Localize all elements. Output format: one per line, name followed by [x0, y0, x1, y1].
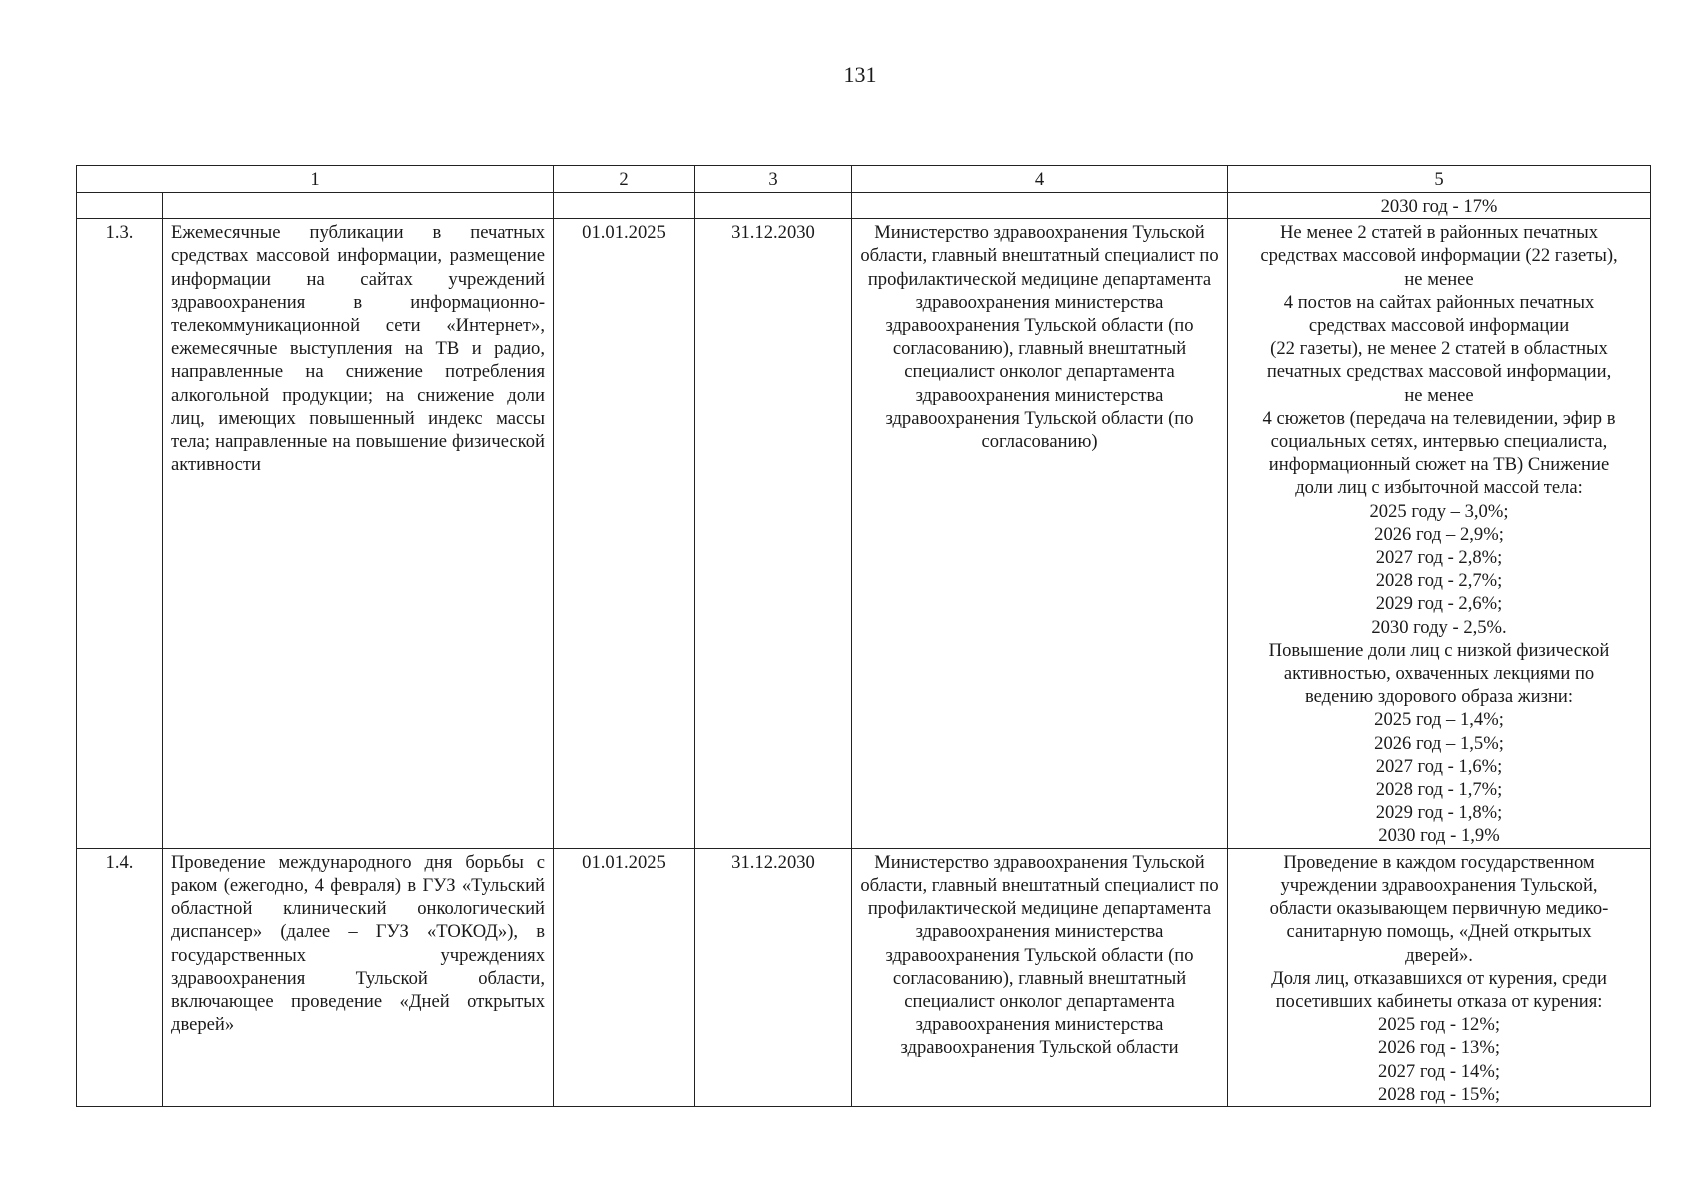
continuation-num-cell: [77, 193, 163, 219]
result-line: санитарную помощь, «Дней открытых: [1286, 921, 1592, 943]
result-line: 2026 год – 1,5%;: [1374, 732, 1504, 754]
result-line: средствах массовой информации (22 газеты),: [1260, 245, 1618, 267]
result-line: печатных средствах массовой информации,: [1266, 361, 1612, 383]
result-line: 2029 год - 2,6%;: [1375, 593, 1503, 615]
row-description: Ежемесячные публикации в печатных средствах массовой информации, размещение информации на сайтах учреждений здравоохранения в информационно-телекоммуникационной сети «Интернет», ежемесячные выступления на ТВ и радио, направленные на снижение потребления алкогольной продукции; на снижение доли лиц, имеющих повышенный индекс массы тела; направленные на повышение физической активности: [163, 219, 554, 848]
result-line: 2030 году - 2,5%.: [1371, 616, 1507, 638]
row-end-date: 31.12.2030: [695, 848, 852, 1106]
result-line: не менее: [1404, 384, 1474, 406]
row-start-date: 01.01.2025: [554, 219, 695, 848]
result-line: Проведение в каждом государственном: [1283, 851, 1595, 873]
result-line: информационный сюжет на ТВ) Снижение: [1268, 454, 1610, 476]
result-line: ведению здорового образа жизни:: [1305, 686, 1574, 708]
result-line: 2025 году – 3,0%;: [1369, 500, 1509, 522]
result-line: 2029 год - 1,8%;: [1375, 802, 1503, 824]
header-col-5: 5: [1228, 166, 1651, 193]
result-line: социальных сетях, интервью специалиста,: [1270, 431, 1608, 453]
result-line: учреждении здравоохранения Тульской,: [1280, 874, 1598, 896]
result-line: 2028 год - 1,7%;: [1375, 779, 1503, 801]
row-start-date: 01.01.2025: [554, 848, 695, 1106]
result-line: Повышение доли лиц с низкой физической: [1268, 639, 1610, 661]
result-line: 2030 год - 1,9%: [1378, 825, 1500, 847]
row-result: [1228, 219, 1651, 848]
row-responsible: Министерство здравоохранения Тульской области, главный внештатный специалист по профилактической медицине департамента здравоохранения министерства здравоохранения Тульской области (по согласованию), главный внештатный специалист онколог департамента здравоохранения министерства здравоохранения Тульской области: [852, 848, 1228, 1106]
row-result: [1228, 848, 1651, 1106]
result-line: 4 сюжетов (передача на телевидении, эфир в: [1262, 407, 1616, 429]
row-description: Проведение международного дня борьбы с раком (ежегодно, 4 февраля) в ГУЗ «Тульский областной клинический онкологический диспансер» (далее – ГУЗ «ТОКОД»), в государственных учреждениях здравоохранения Тульской области, включающее проведение «Дней открытых дверей»: [163, 848, 554, 1106]
result-line: 2026 год - 13%;: [1378, 1037, 1500, 1059]
result-line: посетивших кабинеты отказа от курения:: [1275, 990, 1603, 1012]
header-col-1: 1: [77, 166, 554, 193]
row-end-date: 31.12.2030: [695, 219, 852, 848]
continuation-row: [77, 193, 1651, 219]
result-line: не менее: [1404, 268, 1474, 290]
result-line: 2025 год – 1,4%;: [1374, 709, 1504, 731]
result-line: 2025 год - 12%;: [1378, 1014, 1500, 1036]
continuation-end-cell: [695, 193, 852, 219]
header-col-3: 3: [695, 166, 852, 193]
result-line: 2028 год - 15%;: [1378, 1083, 1500, 1105]
continuation-responsible-cell: [852, 193, 1228, 219]
result-line: активностью, охваченных лекциями по: [1283, 663, 1595, 685]
result-line: (22 газеты), не менее 2 статей в областных: [1270, 338, 1608, 360]
continuation-description-cell: [163, 193, 554, 219]
result-line: Не менее 2 статей в районных печатных: [1279, 222, 1599, 244]
row-responsible: Министерство здравоохранения Тульской области, главный внештатный специалист по профилактической медицине департамента здравоохранения министерства здравоохранения Тульской области (по согласованию), главный внештатный специалист онколог департамента здравоохранения министерства здравоохранения Тульской области (по согласованию): [852, 219, 1228, 848]
result-line: 2027 год - 1,6%;: [1375, 755, 1503, 777]
continuation-start-cell: [554, 193, 695, 219]
page-number: 131: [843, 62, 877, 87]
table-row: [77, 219, 1651, 848]
result-line: 2026 год – 2,9%;: [1374, 523, 1504, 545]
result-line: Доля лиц, отказавшихся от курения, среди: [1271, 967, 1607, 989]
header-row: [77, 166, 1651, 193]
measures-table: [76, 165, 1651, 1107]
header-col-2: 2: [554, 166, 695, 193]
table-row: [77, 848, 1651, 1106]
result-line: 4 постов на сайтах районных печатных: [1283, 291, 1595, 313]
row-number: 1.3.: [77, 219, 163, 848]
row-number: 1.4.: [77, 848, 163, 1106]
result-line: 2028 год - 2,7%;: [1375, 570, 1503, 592]
result-line: дверей».: [1405, 944, 1473, 966]
result-line: 2027 год - 14%;: [1378, 1060, 1500, 1082]
result-line: 2027 год - 2,8%;: [1375, 547, 1503, 569]
result-line: средствах массовой информации: [1308, 315, 1570, 337]
result-line: доли лиц с избыточной массой тела:: [1295, 477, 1583, 499]
header-col-4: 4: [852, 166, 1228, 193]
result-line: области оказывающем первичную медико-: [1269, 898, 1609, 920]
continuation-result-cell: 2030 год - 17%: [1228, 193, 1651, 219]
